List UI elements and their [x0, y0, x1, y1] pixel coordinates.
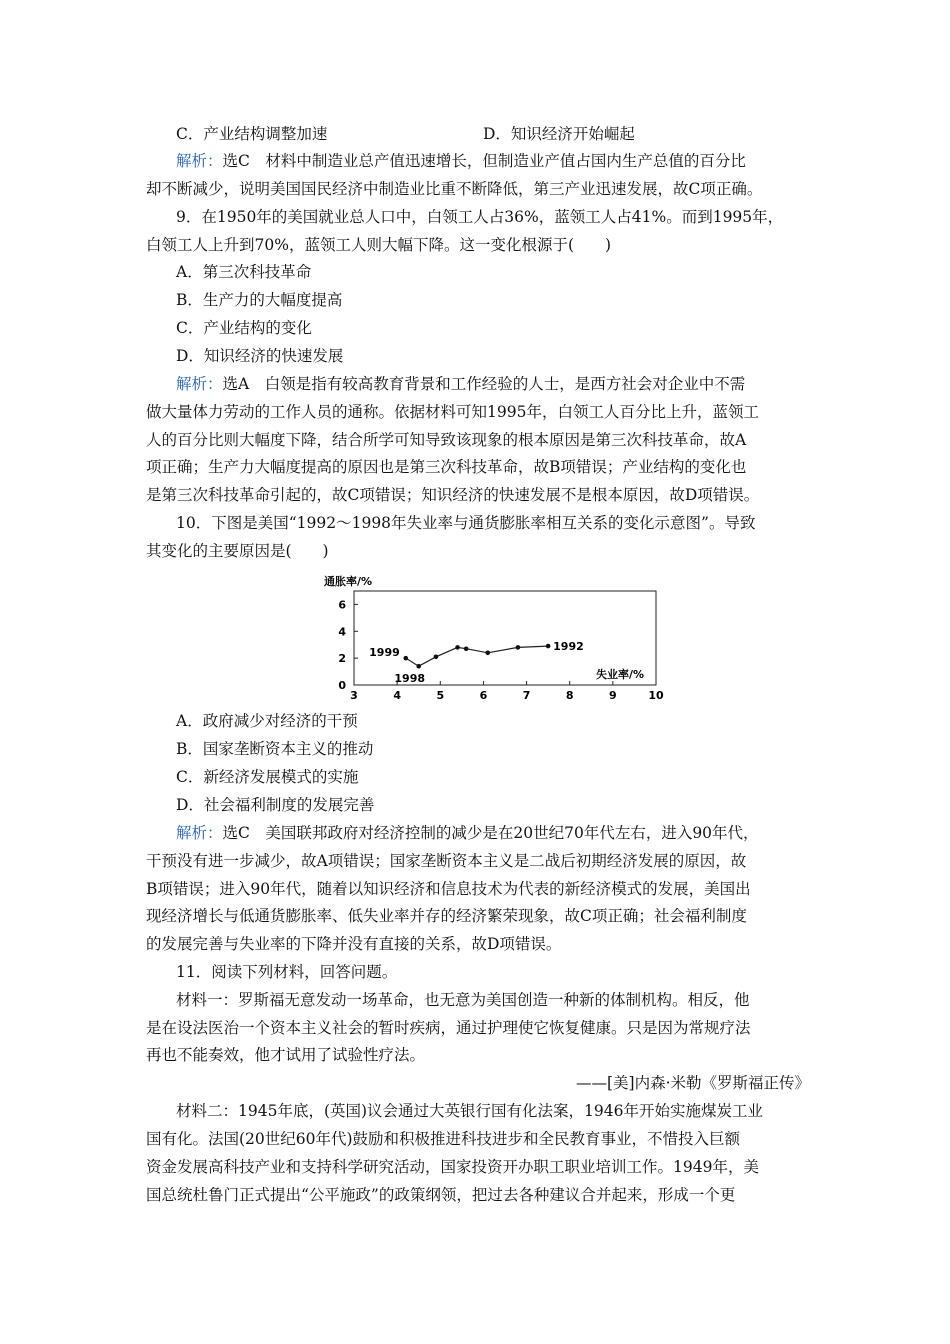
- chart-data-point: [464, 646, 469, 651]
- chart-data-point: [416, 664, 421, 669]
- q10-option-c: C．新经济发展模式的实施: [176, 768, 359, 786]
- q9-option-b: B．生产力的大幅度提高: [176, 291, 343, 309]
- q10-answer-line-1: [176, 823, 759, 843]
- chart-x-tick-label: 6: [479, 689, 488, 702]
- chart-data-point: [516, 645, 521, 650]
- q9-analysis-label: 解析：: [176, 375, 223, 393]
- q10-option-a: A．政府减少对经济的干预: [176, 712, 358, 730]
- q11-material-2-line-3: 资金发展高科技产业和支持科学研究活动，国家投资开办职工职业培训工作。1949年，美: [146, 1158, 759, 1176]
- q8-analysis-label: 解析：: [176, 152, 223, 170]
- q9-option-d: D．知识经济的快速发展: [176, 347, 344, 365]
- q9-option-c: C．产业结构的变化: [176, 319, 312, 337]
- q10-answer-line-5: 的发展完善与失业率的下降并没有直接的关系，故D项错误。: [146, 935, 562, 953]
- q9-answer-line-1: [176, 374, 745, 394]
- chart-x-tick-label: 7: [522, 689, 531, 702]
- q8-option-c: C．产业结构调整加速: [176, 125, 328, 143]
- chart-y-tick-label: 2: [338, 652, 346, 666]
- q10-answer-line-3: B项错误；进入90年代，随着以知识经济和信息技术为代表的新经济模式的发展，美国出: [146, 880, 751, 898]
- q9-stem-line-1: 9．在1950年的美国就业总人口中，白领工人占36%，蓝领工人占41%。而到1995年，: [176, 208, 784, 226]
- chart-y-tick-label: 0: [338, 679, 346, 692]
- q11-material-2-line-2: 国有化。法国(20世纪60年代)鼓励和积极推进科技进步和全民教育事业，不惜投入巨额: [146, 1130, 741, 1148]
- chart-x-axis-label: 失业率/%: [596, 668, 645, 681]
- q10-analysis-label: 解析：: [176, 824, 223, 842]
- q11-material-2-line-1: 材料二：1945年底，(英国)议会通过大英银行国有化法案，1946年开始实施煤炭工业: [176, 1102, 763, 1120]
- chart-x-tick-label: 10: [648, 689, 664, 702]
- q8-option-d: D．知识经济开始崛起: [483, 125, 635, 143]
- chart-x-tick-label: 3: [350, 689, 358, 702]
- chart-data-point: [546, 644, 551, 649]
- chart-y-axis-label: 通胀率/%: [324, 575, 373, 588]
- chart-y-tick-label: 4: [338, 625, 346, 639]
- q11-material-1-line-1: 材料一：罗斯福无意发动一场革命，也无意为美国创造一种新的体制机构。相反，他: [176, 991, 750, 1009]
- q9-option-a: A．第三次科技革命: [176, 263, 312, 281]
- q9-answer-line-5: 是第三次科技革命引起的，故C项错误；知识经济的快速发展不是根本原因，故D项错误。: [146, 486, 760, 504]
- chart-year-label: 1998: [394, 672, 426, 686]
- q10-option-d: D．社会福利制度的发展完善: [176, 796, 375, 814]
- chart-data-point: [403, 656, 408, 661]
- chart-y-ticks: [338, 598, 358, 692]
- q11-material-1-source: ——[美]内森·米勒《罗斯福正传》: [575, 1074, 810, 1092]
- q11-material-1-line-3: 再也不能奏效，他才试用了试验性疗法。: [146, 1046, 426, 1064]
- inflation-unemployment-chart: [300, 574, 670, 702]
- q10-stem-line-2: 其变化的主要原因是( ): [146, 542, 329, 560]
- q8-answer-line-1: [176, 151, 805, 171]
- q10-option-b: B．国家垄断资本主义的推动: [176, 740, 374, 758]
- chart-y-tick-label: 6: [338, 598, 346, 612]
- chart-x-tick-label: 4: [393, 689, 401, 702]
- q11-stem: 11．阅读下列材料，回答问题。: [176, 963, 398, 981]
- chart-data-point: [485, 650, 490, 655]
- chart-series-line: [406, 646, 548, 666]
- q10-answer-line-4: 现经济增长与低通货膨胀率、低失业率并存的经济繁荣现象，故C项正确；社会福利制度: [146, 907, 747, 925]
- q10-answer-line-2: 干预没有进一步减少，故A项错误；国家垄断资本主义是二战后初期经济发展的原因，故: [146, 852, 747, 870]
- q9-answer-text-1: 选A 白领是指有较高教育背景和工作经验的人士，是西方社会对企业中不需: [222, 375, 746, 393]
- chart-year-label: 1999: [369, 646, 400, 660]
- q8-answer-text-1: 选C 材料中制造业总产值迅速增长，但制造业产值占国内生产总值的百分比: [222, 152, 746, 170]
- chart-data-point: [455, 645, 460, 650]
- q11-material-1-line-2: 是在设法医治一个资本主义社会的暂时疾病，通过护理使它恢复健康。只是因为常规疗法: [146, 1019, 751, 1037]
- q10-answer-text-1: 选C 美国联邦政府对经济控制的减少是在20世纪70年代左右，进入90年代，: [222, 824, 759, 842]
- q9-answer-line-2: 做大量体力劳动的工作人员的通称。依据材料可知1995年，白领工人百分比上升，蓝领工: [146, 403, 759, 421]
- q8-answer-line-2: 却不断减少，说明美国国民经济中制造业比重不断降低，第三产业迅速发展，故C项正确。: [146, 180, 763, 198]
- chart-year-labels: [369, 640, 584, 685]
- q9-answer-line-4: 项正确；生产力大幅度提高的原因也是第三次科技革命，故B项错误；产业结构的变化也: [146, 458, 747, 476]
- q10-stem-line-1: 10．下图是美国“1992～1998年失业率与通货膨胀率相互关系的变化示意图”。导致: [176, 514, 756, 532]
- q9-answer-line-3: 人的百分比则大幅度下降，结合所学可知导致该现象的根本原因是第三次科技革命，故A: [146, 431, 747, 449]
- chart-x-tick-label: 9: [609, 689, 617, 702]
- chart-x-tick-label: 5: [436, 689, 445, 702]
- chart-data-point: [434, 655, 439, 660]
- q9-stem-line-2: 白领工人上升到70%，蓝领工人则大幅下降。这一变化根源于( ): [146, 236, 612, 254]
- chart-x-tick-label: 8: [565, 689, 574, 702]
- q11-material-2-line-4: 国总统杜鲁门正式提出“公平施政”的政策纲领，把过去各种建议合并起来，形成一个更: [146, 1186, 736, 1204]
- chart-year-label: 1992: [553, 640, 584, 654]
